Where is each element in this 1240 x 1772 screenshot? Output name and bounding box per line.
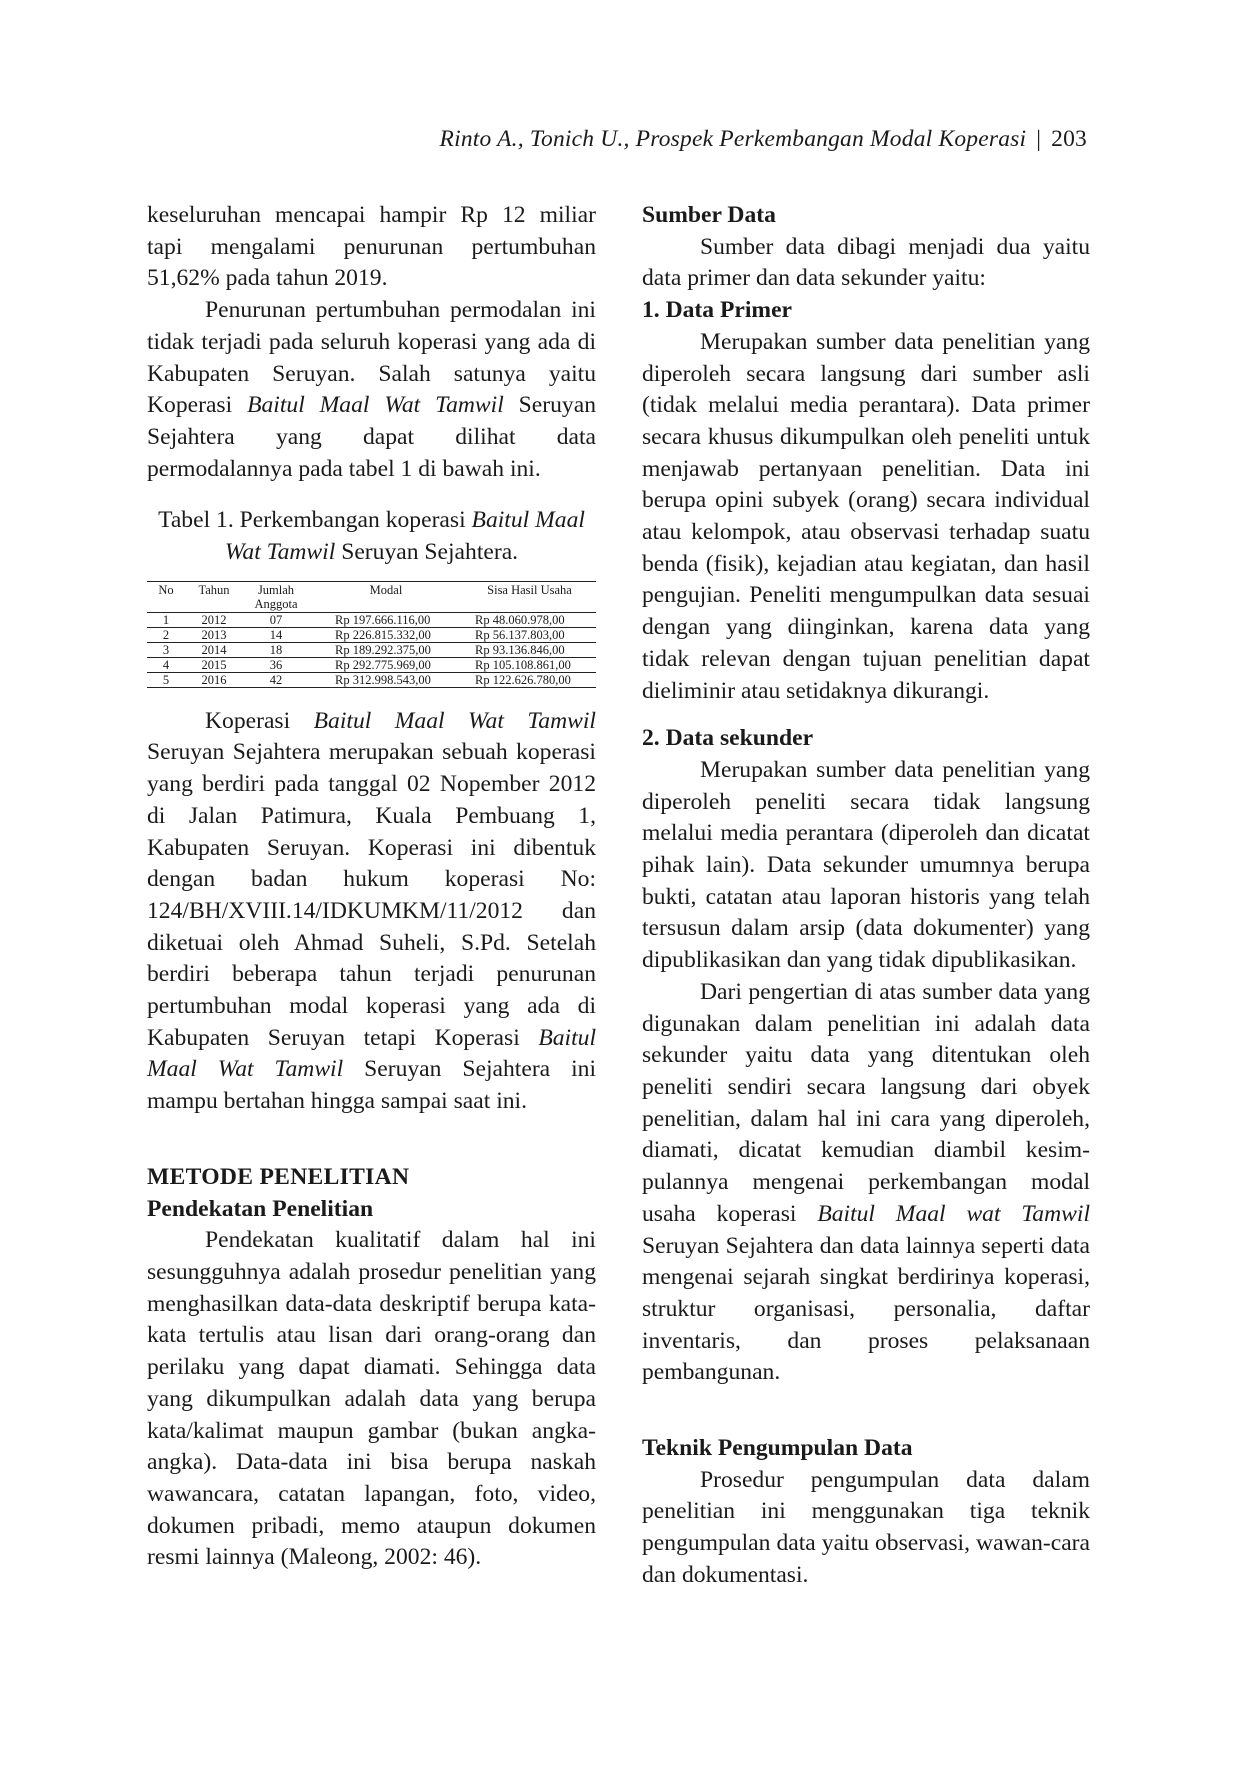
table-row	[147, 612, 596, 627]
table-cell: 4	[147, 657, 185, 672]
section-heading: METODE PENELITIAN	[147, 1163, 410, 1190]
table-cell: 36	[243, 657, 309, 672]
table-cell: Rp 189.292.375,00	[309, 642, 463, 657]
running-title: Rinto A., Tonich U., Prospek Perkembangan Modal Koperasi	[439, 126, 1027, 152]
paragraph: Pendekatan kualitatif dalam hal ini sesungguhnya adalah prosedur penelitian yang menghasilkan data-data deskriptif berupa kata-kata tertulis atau lisan dari orang-orang dan perilaku yang dapat diamati. Sehingga data yang dikumpulkan adalah data yang berupa kata/kalimat maupun gambar (bukan angka-angka). Data-data ini bisa berupa naskah wawancara, catatan lapangan, foto, video, dokumen pribadi, memo ataupun dokumen resmi lainnya (Maleong, 2002: 46).	[147, 1227, 596, 1571]
col-header: Tahun	[185, 581, 243, 612]
header-separator: |	[1036, 126, 1042, 152]
subsection-heading: 2. Data sekunder	[642, 725, 814, 752]
paragraph: Prosedur pengumpulan data dalam penelitian ini menggunakan tiga teknik pengumpulan data yaitu observasi, wawan-cara dan dokumentasi.	[642, 1466, 1090, 1588]
table-header-row	[147, 581, 596, 612]
table-cell: Rp 56.137.803,00	[463, 627, 596, 642]
table-cell: 18	[243, 642, 309, 657]
table-cell: 2013	[185, 627, 243, 642]
table-cell: 42	[243, 672, 309, 687]
table-cell: 1	[147, 612, 185, 627]
col-header: Modal	[309, 581, 463, 612]
table-cell: Rp 48.060.978,00	[463, 612, 596, 627]
table-cell: 2016	[185, 672, 243, 687]
table-cell: Rp 122.626.780,00	[463, 672, 596, 687]
table-row	[147, 657, 596, 672]
page-number: 203	[1051, 126, 1087, 152]
left-column	[147, 200, 596, 1574]
table-cell: 5	[147, 672, 185, 687]
table-caption: Tabel 1. Perkembangan koperasi Baitul Maal Wat Tamwil Seruyan Sejahtera.	[158, 507, 585, 566]
table-cell: Rp 93.136.846,00	[463, 642, 596, 657]
table-cell: Rp 226.815.332,00	[309, 627, 463, 642]
right-column	[642, 200, 1090, 1592]
paragraph: Sumber data dibagi menjadi dua yaitu data primer dan data sekunder yaitu:	[642, 233, 1090, 292]
running-header	[440, 126, 1087, 153]
paragraph: Dari pengertian di atas sumber data yang digunakan dalam penelitian ini adalah data sekunder yaitu data yang ditentukan oleh peneliti sendiri secara langsung dari obyek penelitian, dalam hal ini cara yang diperoleh, diamati, dicatat kemudian diambil kesim-pulannya mengenai perkembangan modal usaha koperasi Baitul Maal wat Tamwil Seruyan Sejahtera dan data lainnya seperti data mengenai sejarah singkat berdirinya koperasi, struktur organisasi, personalia, daftar inventaris, dan proses pelaksanaan pembangunan.	[642, 978, 1090, 1386]
table-cell: 2014	[185, 642, 243, 657]
subsection-heading: 1. Data Primer	[642, 297, 793, 324]
subsection-heading: Pendekatan Penelitian	[147, 1195, 374, 1222]
paragraph: Koperasi Baitul Maal Wat Tamwil Seruyan Sejahtera merupakan sebuah koperasi yang berdiri pada tanggal 02 Nopember 2012 di Jalan Patimura, Kuala Pembuang 1, Kabupaten Seruyan. Koperasi ini dibentuk dengan badan hukum koperasi No: 124/BH/XVIII.14/IDKUMKM/11/2012 dan diketuai oleh Ahmad Suheli, S.Pd. Setelah berdiri beberapa tahun terjadi penurunan pertumbuhan modal koperasi yang ada di Kabupaten Seruyan tetapi Koperasi Baitul Maal Wat Tamwil Seruyan Sejahtera ini mampu bertahan hingga sampai saat ini.	[147, 707, 596, 1115]
table-cell: 2	[147, 627, 185, 642]
table-row	[147, 642, 596, 657]
cooperative-table	[147, 581, 596, 688]
table-cell: Rp 292.775.969,00	[309, 657, 463, 672]
table-cell: 07	[243, 612, 309, 627]
table-cell: Rp 197.666.116,00	[309, 612, 463, 627]
table-cell: 3	[147, 642, 185, 657]
table-cell: 2012	[185, 612, 243, 627]
paragraph: Penurunan pertumbuhan permodalan ini tidak terjadi pada seluruh koperasi yang ada di Kabupaten Seruyan. Salah satunya yaitu Koperasi Baitul Maal Wat Tamwil Seruyan Sejahtera yang dapat dilihat data permodalannya pada tabel 1 di bawah ini.	[147, 297, 596, 482]
paragraph: Merupakan sumber data penelitian yang diperoleh secara langsung dari sumber asli (tidak melalui media perantara). Data primer secara khusus dikumpulkan oleh peneliti untuk menjawab pertanyaan penelitian. Data ini berupa opini subyek (orang) secara individual atau kelompok, atau observasi terhadap suatu benda (fisik), kejadian atau kegiatan, dan hasil pengujian. Peneliti mengumpulkan data sesuai dengan yang diinginkan, karena data yang tidak relevan dengan tujuan penelitian dapat dieliminir atau setidaknya dikurangi.	[642, 328, 1090, 704]
col-header: No	[147, 581, 185, 612]
paragraph: Merupakan sumber data penelitian yang diperoleh peneliti secara tidak langsung melalui media perantara (diperoleh dan dicatat pihak lain). Data sekunder umumnya berupa bukti, catatan atau laporan historis yang telah tersusun dalam arsip (data dokumenter) yang dipublikasikan dan yang tidak dipublikasikan.	[642, 756, 1090, 974]
table-row	[147, 672, 596, 687]
table-cell: Rp 312.998.543,00	[309, 672, 463, 687]
col-header: Sisa Hasil Usaha	[463, 581, 596, 612]
table-cell: 2015	[185, 657, 243, 672]
subsection-heading: Sumber Data	[642, 202, 776, 228]
subsection-heading: Teknik Pengumpulan Data	[642, 1435, 913, 1462]
table-cell: Rp 105.108.861,00	[463, 657, 596, 672]
table-row	[147, 627, 596, 642]
col-header: Jumlah Anggota	[243, 581, 309, 612]
table-cell: 14	[243, 627, 309, 642]
paragraph: keseluruhan mencapai hampir Rp 12 miliar tapi mengalami penurunan pertumbuhan 51,62% pada tahun 2019.	[147, 202, 596, 292]
